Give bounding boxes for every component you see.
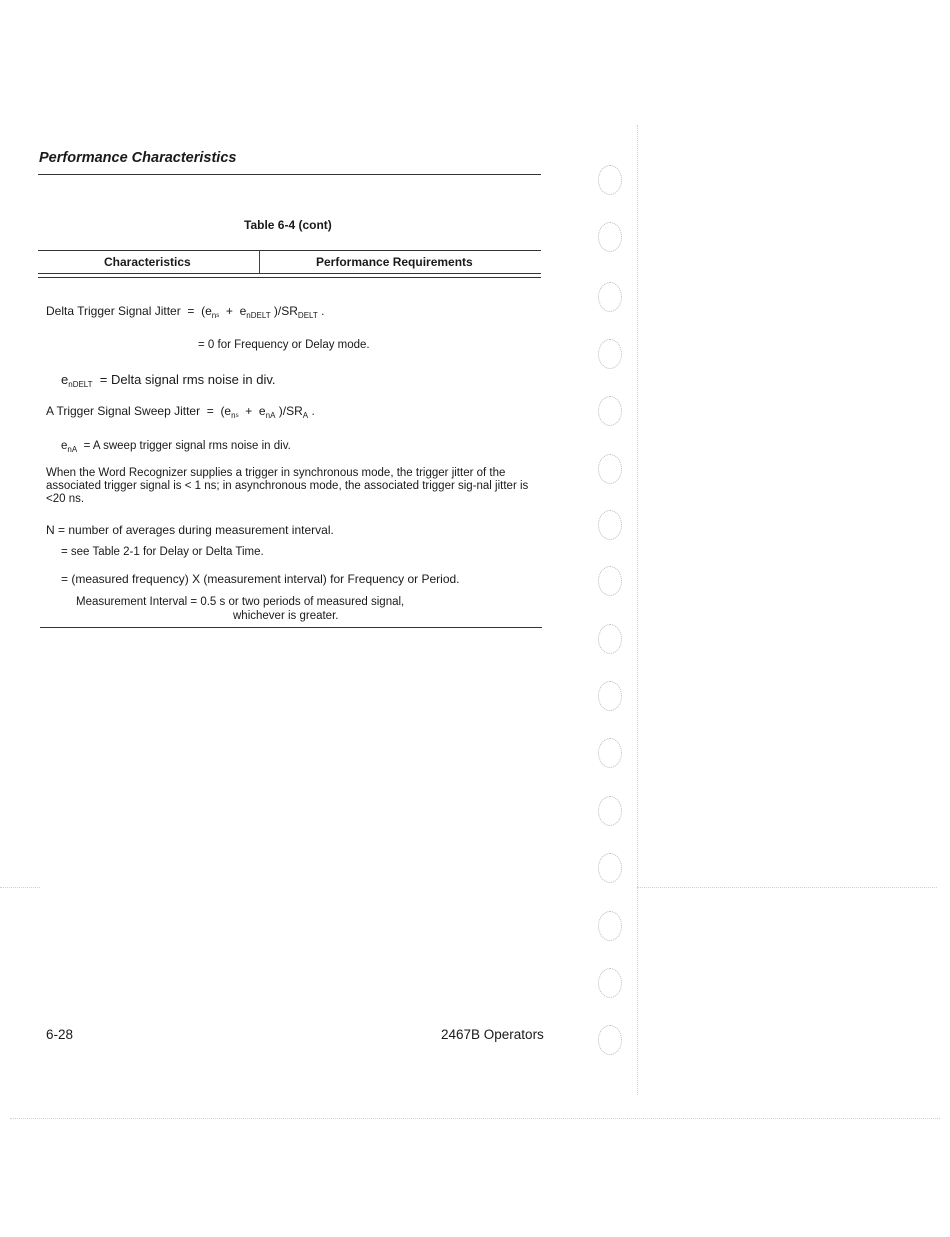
section-title: Performance Characteristics <box>39 150 237 166</box>
scan-edge-line <box>637 887 937 888</box>
scan-edge-line <box>0 887 40 888</box>
binder-hole <box>598 222 622 252</box>
measurement-interval-line-1: Measurement Interval = 0.5 s or two periods of measured signal, <box>76 596 405 608</box>
binder-hole <box>598 165 622 195</box>
binder-hole <box>598 853 622 883</box>
page-number: 6-28 <box>46 1027 74 1042</box>
ena-definition: $e_{nA} = A$ sweep trigger signal rms noise in div. <box>61 440 291 454</box>
column-header-performance: Performance Requirements <box>316 255 473 269</box>
header-rule <box>38 174 541 175</box>
word-recognizer-paragraph: When the Word Recognizer supplies a trigger in synchronous mode, the trigger jitter of the associated trigger signal is < 1 ns; in asynchronous mode, the associated trigger sig-nal jitter is <20 ns. <box>46 467 529 505</box>
binder-hole <box>598 454 622 484</box>
binder-hole <box>598 738 622 768</box>
table-header-rule-2 <box>38 277 541 278</box>
binder-hole <box>598 681 622 711</box>
binder-hole <box>598 911 622 941</box>
see-table-line: = see Table 2-1 for Delay or Delta Time. <box>61 546 264 558</box>
binder-hole <box>598 1025 622 1055</box>
endelt-definition: $e_{nDELT}$ = Delta signal rms noise in div. <box>61 372 276 389</box>
zero-frequency-line: = 0 for Frequency or Delay mode. <box>198 339 370 351</box>
delta-jitter-formula: Delta Trigger Signal Jitter = ($e_ns + e_{nDELT}$ )$/SR_{DELT}$ . <box>46 304 325 320</box>
binder-hole <box>598 396 622 426</box>
a-jitter-formula: A Trigger Signal Sweep Jitter = ($e_ns + e_{nA}$ )$/SR_A$ . <box>46 404 315 420</box>
table-caption: Table 6-4 (cont) <box>244 218 332 232</box>
scan-bottom-line <box>10 1118 940 1119</box>
binder-hole <box>598 510 622 540</box>
column-divider <box>259 251 260 273</box>
binder-hole <box>598 796 622 826</box>
manual-title: 2467B Operators <box>441 1027 544 1042</box>
table-header-rule-1 <box>38 273 541 274</box>
measurement-interval-line-2: whichever is greater. <box>233 610 339 622</box>
binder-hole <box>598 282 622 312</box>
binder-hole <box>598 968 622 998</box>
table-bottom-rule <box>40 627 542 628</box>
binder-hole <box>598 339 622 369</box>
page-edge-line <box>637 125 638 1095</box>
binder-hole <box>598 566 622 596</box>
table-top-rule <box>38 250 541 251</box>
measured-frequency-line: = (measured frequency) X (measurement interval) for Frequency or Period. <box>61 572 460 586</box>
binder-hole <box>598 624 622 654</box>
n-definition: N = number of averages during measurement interval. <box>46 523 334 537</box>
column-header-characteristics: Characteristics <box>104 255 191 269</box>
